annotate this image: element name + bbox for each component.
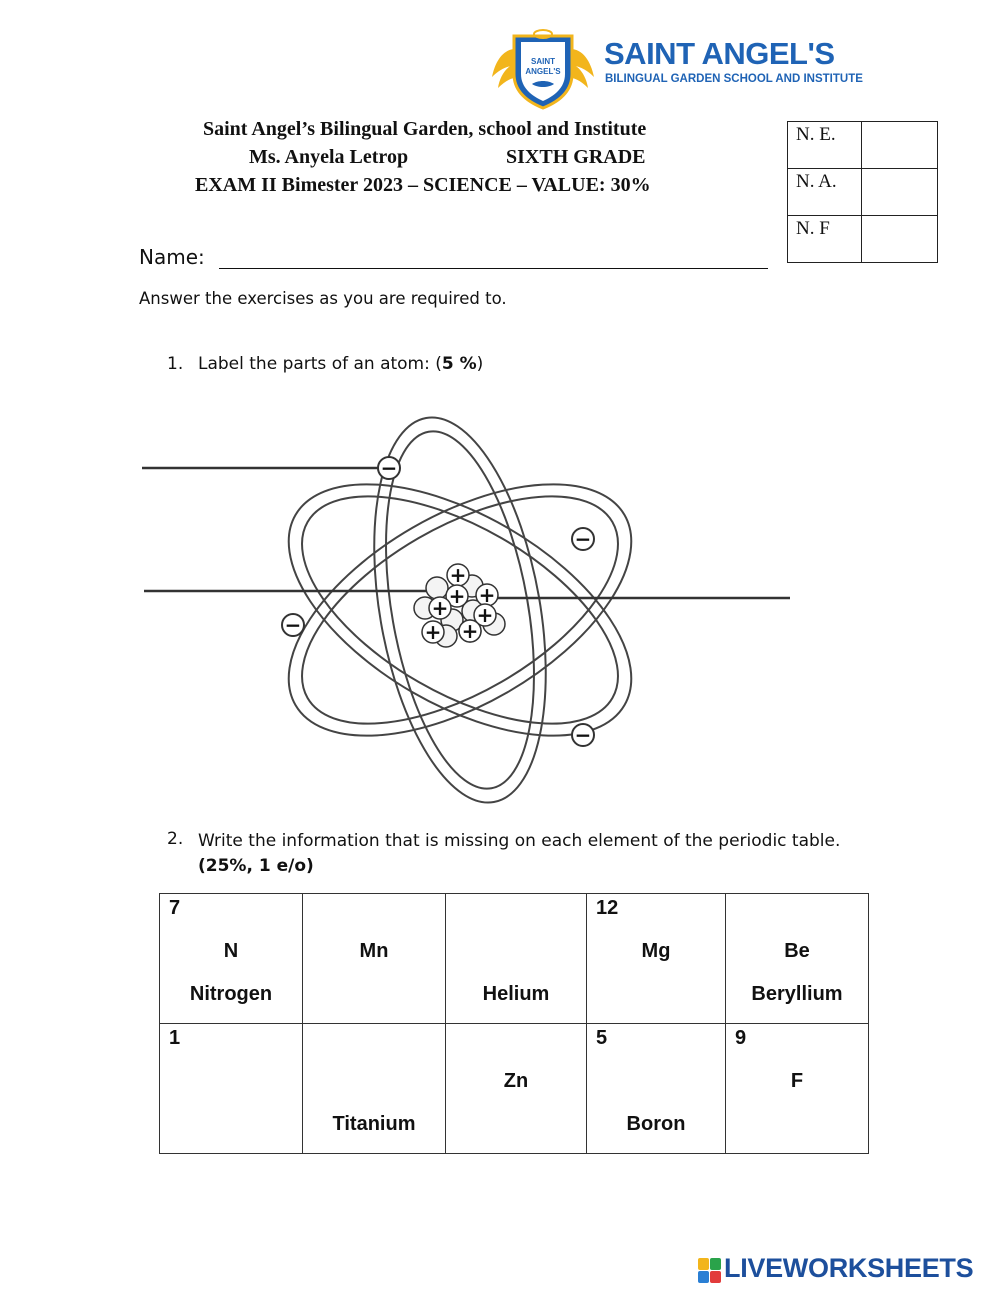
element-name: Beryllium xyxy=(751,983,843,1005)
element-cell[interactable] xyxy=(726,1024,869,1154)
atom-diagram xyxy=(130,405,810,815)
element-cell[interactable] xyxy=(446,894,587,1024)
proton-sign: + xyxy=(478,583,496,607)
periodic-table xyxy=(159,893,869,1154)
footer-brand: LIVEWORKSHEETS xyxy=(724,1253,974,1283)
proton-sign: + xyxy=(431,596,449,620)
grade-row-ne xyxy=(788,122,938,169)
question-1-value: 5 % xyxy=(441,354,477,374)
element-symbol: Be xyxy=(784,940,810,962)
table-row xyxy=(160,894,869,1024)
grade-label: N. E. xyxy=(788,122,862,169)
grade-level: SIXTH GRADE xyxy=(506,146,646,168)
element-cell[interactable] xyxy=(160,1024,303,1154)
element-symbol: N xyxy=(223,940,239,962)
element-name: Titanium xyxy=(332,1113,416,1135)
grade-label: N. F xyxy=(788,216,862,263)
element-cell[interactable] xyxy=(303,1024,446,1154)
element-cell[interactable] xyxy=(726,894,869,1024)
question-1-number: 1. xyxy=(167,354,184,374)
instructions: Answer the exercises as you are required to. xyxy=(139,289,507,308)
teacher-name: Ms. Anyela Letrop xyxy=(249,146,409,168)
atomic-number: 12 xyxy=(596,897,619,919)
element-cell[interactable] xyxy=(587,894,726,1024)
element-cell[interactable] xyxy=(446,1024,587,1154)
element-symbol: Zn xyxy=(503,1070,529,1092)
element-cell[interactable] xyxy=(160,894,303,1024)
proton-sign: + xyxy=(461,619,479,643)
grade-row-nf xyxy=(788,216,938,263)
liveworksheets-logo-icon xyxy=(698,1256,722,1286)
element-name: Boron xyxy=(626,1113,686,1135)
question-1-text xyxy=(198,354,483,374)
electron-sign: − xyxy=(284,613,302,637)
element-symbol: Mg xyxy=(641,940,671,962)
element-name: Helium xyxy=(482,983,550,1005)
atomic-number: 5 xyxy=(596,1027,608,1049)
element-cell[interactable] xyxy=(587,1024,726,1154)
name-label: Name: xyxy=(139,245,205,269)
name-input-line[interactable] xyxy=(219,268,768,269)
atomic-number: 1 xyxy=(169,1027,181,1049)
question-1-close: ) xyxy=(476,354,484,374)
brand-title: SAINT ANGEL'S xyxy=(604,36,835,71)
element-name: Nitrogen xyxy=(189,983,273,1005)
atomic-number: 9 xyxy=(735,1027,747,1049)
school-name: Saint Angel’s Bilingual Garden, school and Institute xyxy=(203,118,647,140)
grade-value-field[interactable] xyxy=(862,169,938,216)
atomic-number: 7 xyxy=(169,897,181,919)
question-2-prompt: Write the information that is missing on each element of the periodic table. xyxy=(198,831,841,851)
svg-text:ANGEL'S: ANGEL'S xyxy=(525,67,561,76)
brand-subtitle: BILINGUAL GARDEN SCHOOL AND INSTITUTE xyxy=(605,73,863,85)
element-cell[interactable] xyxy=(303,894,446,1024)
electron-sign: − xyxy=(380,456,398,480)
shield-text: SAINT xyxy=(531,57,555,66)
grade-label: N. A. xyxy=(788,169,862,216)
grade-box xyxy=(787,121,938,263)
grade-value-field[interactable] xyxy=(862,216,938,263)
element-symbol: Mn xyxy=(359,940,389,962)
grade-row-na xyxy=(788,169,938,216)
electron-sign: − xyxy=(574,723,592,747)
question-1-prompt: Label the parts of an atom: ( xyxy=(198,354,442,374)
table-row xyxy=(160,1024,869,1154)
element-symbol: F xyxy=(790,1070,804,1092)
question-2-text xyxy=(198,829,878,879)
grade-value-field[interactable] xyxy=(862,122,938,169)
proton-sign: + xyxy=(424,620,442,644)
question-2-number: 2. xyxy=(167,829,184,849)
electron-sign: − xyxy=(574,527,592,551)
proton-sign: + xyxy=(449,563,467,587)
exam-title: EXAM II Bimester 2023 – SCIENCE – VALUE: 30% xyxy=(195,174,651,196)
question-2-value: (25%, 1 e/o) xyxy=(198,856,314,876)
proton-sign: + xyxy=(448,584,466,608)
proton-sign: + xyxy=(476,603,494,627)
